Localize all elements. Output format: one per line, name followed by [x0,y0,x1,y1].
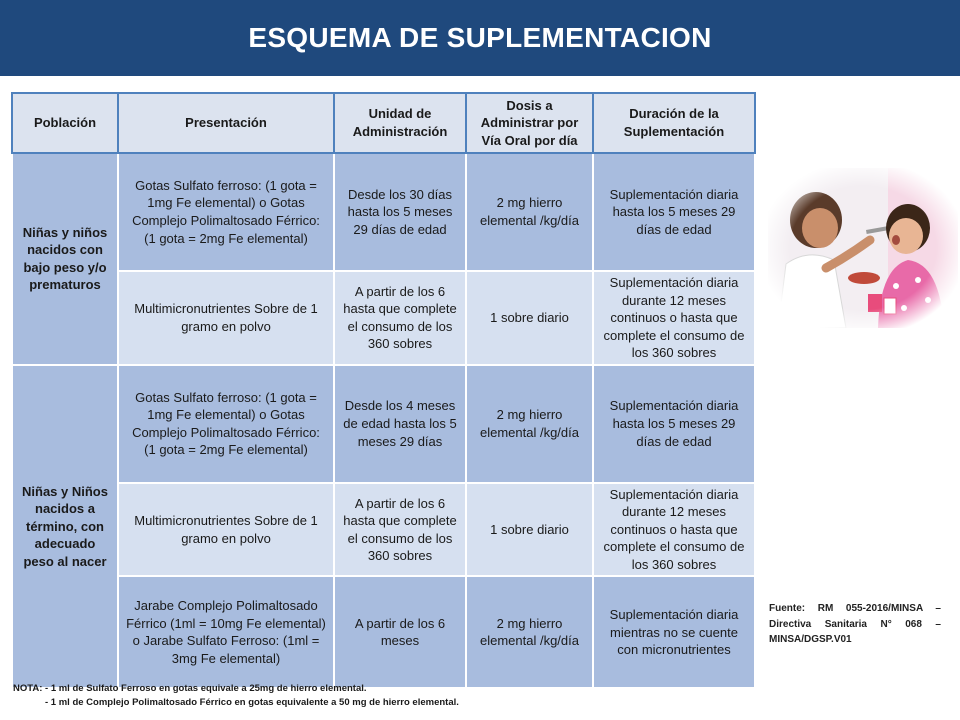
presentation-cell: Gotas Sulfato ferroso: (1 gota = 1mg Fe elemental) o Gotas Complejo Polimaltosado Férrico: (1 gota = 2mg Fe elemental) [118,365,334,483]
unit-cell: A partir de los 6 hasta que complete el consumo de los 360 sobres [334,271,466,365]
header-cell: Duración de la Suplementación [593,93,755,153]
unit-cell: Desde los 4 meses de edad hasta los 5 meses 29 días [334,365,466,483]
population-cell: Niñas y niños nacidos con bajo peso y/o prematuros [12,153,118,365]
dose-cell: 2 mg hierro elemental /kg/día [466,153,593,271]
title-bar [0,0,960,76]
duration-cell: Suplementación diaria durante 12 meses continuos o hasta que complete el consumo de los 360 sobres [593,483,755,577]
table-row [12,576,755,688]
feeding-photo [768,168,958,328]
source-citation: Fuente: RM 055-2016/MINSA – Directiva Sanitaria N° 068 – MINSA/DGSP.V01 [769,603,941,645]
header-cell: Unidad de Administración [334,93,466,153]
unit-cell: A partir de los 6 hasta que complete el consumo de los 360 sobres [334,483,466,577]
dose-cell: 1 sobre diario [466,271,593,365]
dose-cell: 2 mg hierro elemental /kg/día [466,576,593,688]
table-row [12,271,755,365]
supplementation-table [11,92,756,689]
note-line: - 1 ml de Complejo Polimaltosado Férrico en gotas equivalente a 50 mg de hierro elemental. [45,697,459,709]
unit-cell: Desde los 30 días hasta los 5 meses 29 días de edad [334,153,466,271]
slide-title: ESQUEMA DE SUPLEMENTACION [248,22,712,53]
table-header-row [12,93,755,153]
duration-cell: Suplementación diaria hasta los 5 meses 29 días de edad [593,153,755,271]
dose-cell: 2 mg hierro elemental /kg/día [466,365,593,483]
table-row [12,483,755,577]
presentation-cell: Jarabe Complejo Polimaltosado Férrico (1ml = 10mg Fe elemental) o Jarabe Sulfato Ferroso: (1ml = 3mg Fe elemental) [118,576,334,688]
unit-cell: A partir de los 6 meses [334,576,466,688]
presentation-cell: Multimicronutrientes Sobre de 1 gramo en polvo [118,483,334,577]
population-cell: Niñas y Niños nacidos a término, con adecuado peso al nacer [12,365,118,689]
presentation-cell: Gotas Sulfato ferroso: (1 gota = 1mg Fe elemental) o Gotas Complejo Polimaltosado Férrico: (1 gota = 2mg Fe elemental) [118,153,334,271]
note-line: NOTA: - 1 ml de Sulfato Ferroso en gotas equivale a 25mg de hierro elemental. [13,683,367,694]
header-cell: Población [12,93,118,153]
header-cell: Presentación [118,93,334,153]
duration-cell: Suplementación diaria durante 12 meses continuos o hasta que complete el consumo de los 360 sobres [593,271,755,365]
dose-cell: 1 sobre diario [466,483,593,577]
presentation-cell: Multimicronutrientes Sobre de 1 gramo en polvo [118,271,334,365]
table-row [12,153,755,271]
duration-cell: Suplementación diaria mientras no se cuente con micronutrientes [593,576,755,688]
duration-cell: Suplementación diaria hasta los 5 meses 29 días de edad [593,365,755,483]
table-notes [13,682,753,711]
supplementation-table-container [11,92,754,682]
header-cell: Dosis a Administrar por Vía Oral por día [466,93,593,153]
table-row [12,365,755,483]
